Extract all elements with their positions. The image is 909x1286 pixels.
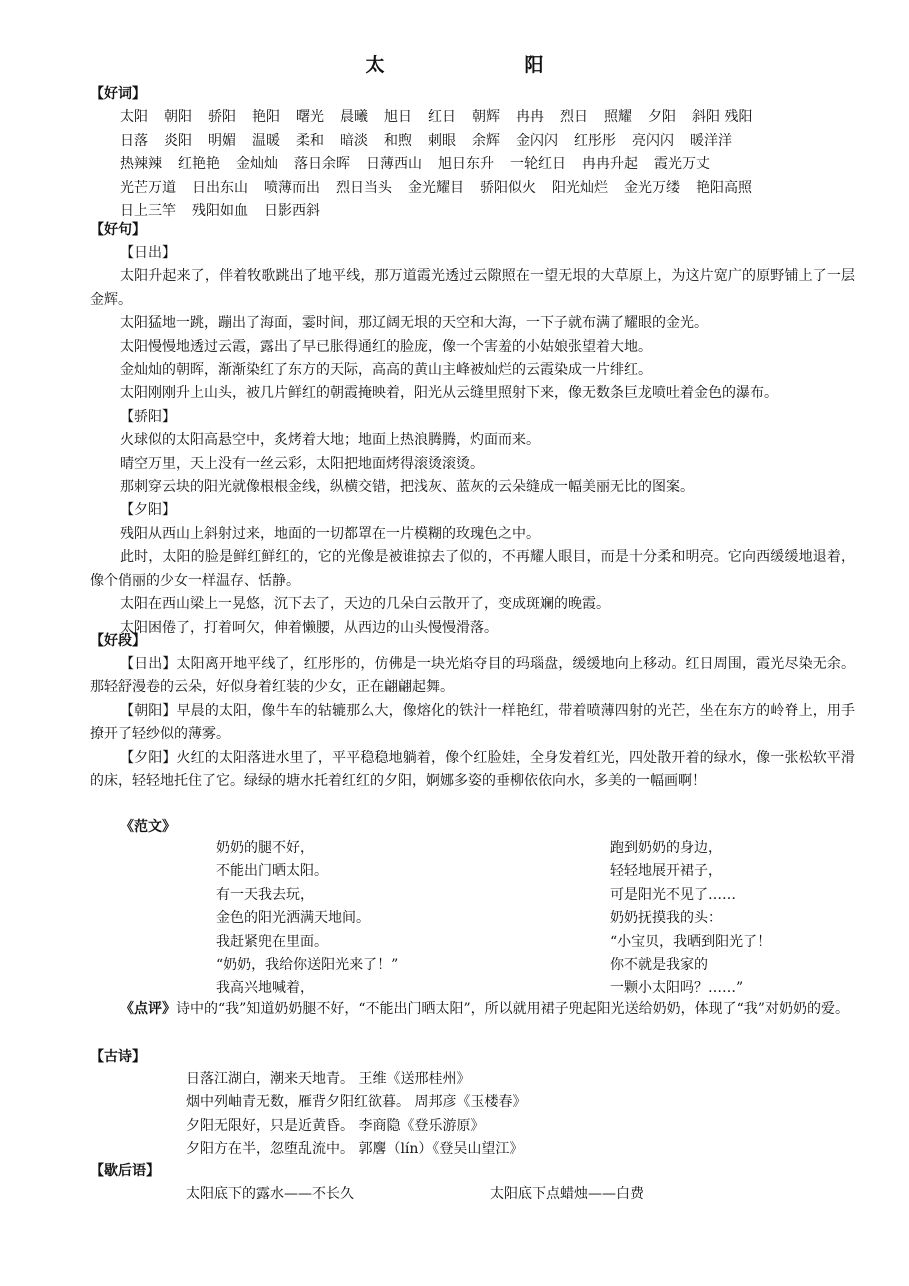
paragraph: 【日出】太阳离开地平线了，红彤彤的，仿佛是一块光焰夺目的玛瑙盘，缓缓地向上移动。红日周围，霞光尽染无余。那轻舒漫卷的云朵，好似身着红装的少女，正在翩翩起舞。 [90, 656, 855, 696]
sentence: 太阳猛地一跳，蹦出了海面，霎时间，那辽阔无垠的天空和大海，一下子就布满了耀眼的金光。 [120, 315, 708, 332]
poem-line: 不能出门晒太阳。 [216, 863, 328, 880]
sentence: 太阳困倦了，打着呵欠，伸着懒腰，从西边的山头慢慢滑落。 [120, 619, 498, 636]
jiaoyang-label: 【骄阳】 [120, 408, 176, 425]
xiehouyu-item: 太阳底下点蜡烛——白费 [490, 1186, 644, 1202]
ancient-poem-line: 夕阳无限好，只是近黄昏。 李商隐《登乐游原》 [186, 1117, 485, 1134]
poem-line: “奶奶，我给你送阳光来了！” [216, 957, 399, 974]
word: 骄阳似火 [480, 179, 536, 196]
paragraph: 【朝阳】早晨的太阳，像牛车的轱辘那么大，像熔化的铁汁一样艳红，带着喷薄四射的光芒，坐在东方的岭脊上，用手撩开了轻纱似的薄雾。 [90, 702, 855, 743]
word: 红日 [428, 109, 456, 125]
title-char-2: 阳 [524, 54, 544, 76]
poem-left-column [216, 837, 398, 1001]
word: 金闪闪 [516, 132, 558, 149]
word: 烈日当头 [336, 179, 392, 196]
comment-label: 《点评》 [120, 1001, 176, 1017]
poem-line: 跑到奶奶的身边， [610, 840, 722, 856]
richu-label: 【日出】 [120, 245, 176, 261]
word-row [120, 200, 860, 224]
poem-line: 轻轻地展开裙子， [610, 863, 722, 880]
poem-line: 你不就是我家的 [610, 957, 708, 974]
ancient-poems-list [186, 1068, 526, 1162]
word: 红艳艳 [178, 156, 220, 173]
word: 曙光 [296, 109, 324, 125]
word: 晨曦 [340, 109, 368, 125]
word: 红彤彤 [574, 132, 616, 149]
word: 余辉 [472, 132, 500, 149]
sentence: 太阳升起来了，伴着牧歌跳出了地平线，那万道霞光透过云隙照在一望无垠的大草原上，为这片宽广的原野铺上了一层金辉。 [90, 268, 855, 308]
word: 热辣辣 [120, 156, 162, 173]
ancient-poem-line: 夕阳方在半，忽堕乱流中。 郭麐（lín）《登吴山望江》 [186, 1141, 524, 1158]
word: 喷薄而出 [264, 179, 320, 196]
page-title [0, 50, 909, 77]
word-row [120, 130, 860, 154]
sentence: 此时，太阳的脸是鲜红鲜红的，它的光像是被谁掠去了似的，不再耀人眼目，而是十分柔和明亮。它向西缓缓地退着，像个俏丽的少女一样温存、恬静。 [90, 549, 855, 589]
title-char-1: 太 [365, 54, 385, 76]
poem-right-column [610, 837, 771, 1001]
word: 日落 [120, 132, 148, 149]
comment-text: 诗中的“我”知道奶奶腿不好，“不能出门晒太阳”，所以就用裙子兜起阳光送给奶奶，体现了“我”对奶奶的爱。 [176, 1001, 849, 1017]
ancient-poem-line: 日落江湖白，潮来天地青。 王维《送邢桂州》 [186, 1071, 471, 1087]
sentence: 金灿灿的朝晖，渐渐染红了东方的天际，高高的黄山主峰被灿烂的云霞染成一片绯红。 [120, 362, 652, 379]
word: 金光耀目 [408, 179, 464, 196]
word-row [120, 106, 860, 130]
poem-line: 奶奶抚摸我的头： [610, 910, 722, 927]
word: 旭日东升 [438, 156, 494, 173]
sentence: 太阳在西山梁上一晃悠，沉下去了，天边的几朵白云散开了，变成斑斓的晚霞。 [120, 596, 610, 613]
word-row [120, 153, 860, 177]
xiyang-label: 【夕阳】 [120, 502, 176, 519]
word: 金光万缕 [624, 179, 680, 196]
word: 暗淡 [340, 132, 368, 149]
word: 和煦 [384, 132, 412, 149]
sentence: 晴空万里，天上没有一丝云彩，太阳把地面烤得滚烫滚烫。 [120, 455, 484, 472]
word: 太阳 [120, 109, 148, 125]
word: 夕阳 [648, 109, 676, 125]
word: 柔和 [296, 132, 324, 149]
sentences-block [90, 242, 855, 640]
word: 光芒万道 [120, 179, 176, 196]
paragraphs-block [90, 653, 855, 793]
section-haoci-header: 【好词】 [90, 86, 146, 102]
word: 日出东山 [192, 179, 248, 196]
section-fanwen-header: 《范文》 [120, 819, 176, 835]
word: 烈日 [560, 109, 588, 125]
sentence: 太阳慢慢地透过云霞，露出了早已胀得通红的脸庞，像一个害羞的小姑娘张望着大地。 [120, 338, 652, 355]
sentence: 火球似的太阳高悬空中，炙烤着大地；地面上热浪腾腾，灼面而来。 [120, 432, 540, 449]
section-haoduan-header: 【好段】 [90, 633, 146, 649]
word: 刺眼 [428, 132, 456, 149]
word: 一轮红日 [510, 156, 566, 173]
xiehouyu-item: 太阳底下的露水——不长久 [186, 1186, 354, 1202]
word: 落日余晖 [294, 156, 350, 173]
poem-line: 奶奶的腿不好， [216, 840, 314, 856]
word: 霞光万丈 [654, 156, 710, 173]
word-list [120, 106, 860, 224]
word: 冉冉升起 [582, 156, 638, 173]
poem-line: 可是阳光不见了…… [610, 886, 736, 903]
section-gushi-header: 【古诗】 [90, 1049, 146, 1065]
word: 炎阳 [164, 132, 192, 149]
section-xiehouyu-header: 【歇后语】 [90, 1163, 160, 1179]
poem-line: 有一天我去玩， [216, 886, 314, 903]
section-haoju-header: 【好句】 [90, 222, 146, 238]
poem-line: “小宝贝，我晒到阳光了！ [610, 933, 772, 950]
word: 金灿灿 [236, 156, 278, 173]
comment-block [90, 998, 855, 1021]
word: 温暖 [252, 132, 280, 149]
word: 骄阳 [208, 109, 236, 125]
word: 日上三竿 [120, 203, 176, 220]
word: 旭日 [384, 109, 412, 125]
poem-line: 我赶紧兜在里面。 [216, 933, 328, 950]
word: 朝辉 [472, 109, 500, 125]
word: 照耀 [604, 109, 632, 125]
word: 冉冉 [516, 109, 544, 125]
poem-line: 我高兴地喊着， [216, 980, 314, 997]
sentence: 残阳从西山上斜射过来，地面的一切都罩在一片模糊的玫瑰色之中。 [120, 525, 540, 542]
word: 日影西斜 [264, 203, 320, 220]
ancient-poem-line: 烟中列岫青无数，雁背夕阳红欲暮。 周邦彦《玉楼春》 [186, 1094, 527, 1111]
word: 阳光灿烂 [552, 179, 608, 196]
word: 亮闪闪 [632, 132, 674, 149]
word: 日薄西山 [366, 156, 422, 173]
word: 暖洋洋 [690, 132, 732, 149]
word: 斜阳 残阳 [692, 109, 753, 125]
word: 明媚 [208, 132, 236, 149]
word: 艳阳高照 [696, 179, 752, 196]
comment-paragraph [90, 998, 855, 1021]
poem-line: 一颗小太阳吗？……” [610, 980, 744, 997]
word: 艳阳 [252, 109, 280, 125]
poem-line: 金色的阳光洒满天地间。 [216, 910, 370, 927]
word-row [120, 177, 860, 201]
word: 朝阳 [164, 109, 192, 125]
sentence: 那刺穿云块的阳光就像根根金线，纵横交错，把浅灰、蓝灰的云朵缝成一幅美丽无比的图案。 [120, 479, 694, 496]
paragraph: 【夕阳】火红的太阳落进水里了，平平稳稳地躺着，像个红脸娃，全身发着红光，四处散开着的绿水，像一张松软平滑的床，轻轻地托住了它。绿绿的塘水托着红红的夕阳，婀娜多姿的垂柳依依向水，多美的一幅画啊！ [90, 749, 855, 790]
sentence: 太阳刚刚升上山头，被几片鲜红的朝霞掩映着，阳光从云缝里照射下来，像无数条巨龙喷吐着金色的瀑布。 [120, 385, 778, 402]
word: 残阳如血 [192, 203, 248, 220]
